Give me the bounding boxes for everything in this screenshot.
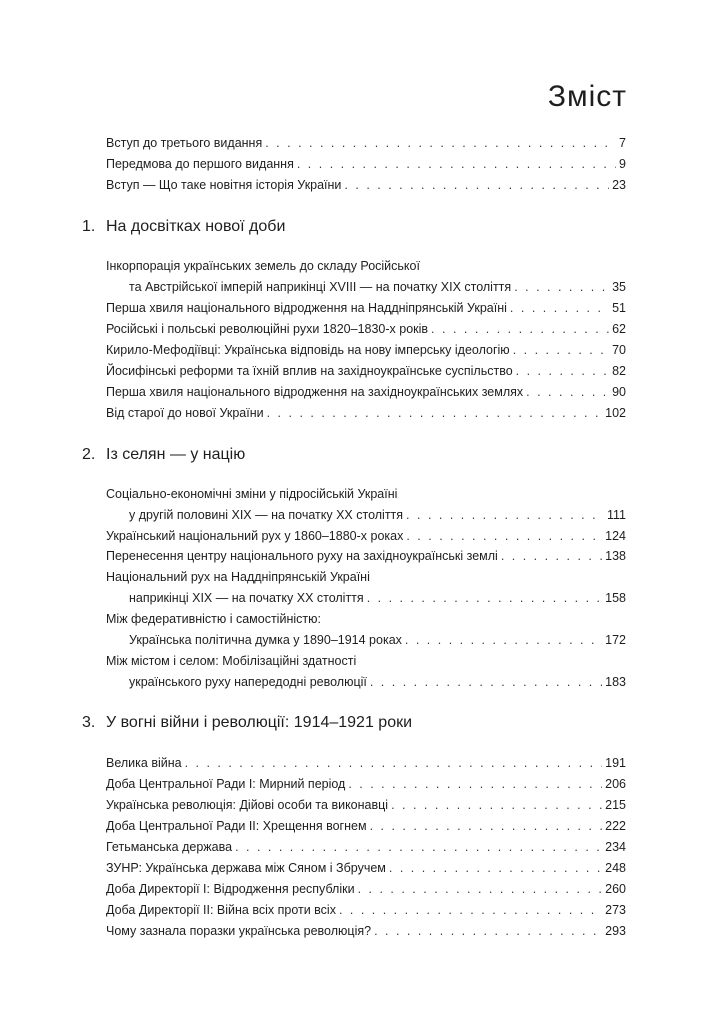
toc-entry-page: 234 xyxy=(605,840,626,854)
toc-entry-line1[interactable]: Інкорпорація українських земель до складу Російської xyxy=(106,259,420,273)
toc-entry-title: українського руху напередодні революції xyxy=(129,675,367,689)
toc-entry-title: Українська політична думка у 1890–1914 роках xyxy=(129,633,402,647)
toc-entry[interactable] xyxy=(106,382,626,402)
page-title: Зміст xyxy=(547,80,627,114)
toc-entry-page: 124 xyxy=(605,529,626,543)
chapter-number: 2. xyxy=(82,446,96,463)
toc-entry-page: 70 xyxy=(612,343,626,357)
toc-entry-page: 90 xyxy=(612,385,626,399)
toc-entry-page: 183 xyxy=(605,675,626,689)
chapter-number: 3. xyxy=(82,714,96,731)
toc-entry-page: 273 xyxy=(605,903,626,917)
leader-dots xyxy=(501,546,602,566)
toc-entry[interactable] xyxy=(106,774,626,794)
toc-entry-title: Доба Директорії I: Відродження республіки xyxy=(106,882,355,896)
toc-entry-title: Перша хвиля національного відродження на Наддніпрянській Україні xyxy=(106,301,507,315)
toc-entry-page: 215 xyxy=(605,798,626,812)
toc-entry-title: Вступ до третього видання xyxy=(106,136,263,150)
toc-entry-title: у другій половині XIX — на початку XX століття xyxy=(129,508,404,522)
toc-entry-title: Доба Центральної Ради II: Хрещення вогнем xyxy=(106,819,367,833)
toc-entry[interactable] xyxy=(129,588,626,608)
leader-dots xyxy=(339,900,602,920)
toc-entry[interactable] xyxy=(106,546,626,566)
toc-entry-title: Гетьманська держава xyxy=(106,840,233,854)
toc-entry[interactable] xyxy=(106,816,626,836)
toc-entry[interactable] xyxy=(106,175,626,195)
leader-dots xyxy=(267,403,603,423)
toc-entry-title: Доба Центральної Ради I: Мирний період xyxy=(106,777,346,791)
toc-entry-page: 51 xyxy=(612,301,626,315)
toc-entry[interactable] xyxy=(106,753,626,773)
leader-dots xyxy=(297,154,616,174)
toc-entry-page: 35 xyxy=(612,280,626,294)
toc-entry-title: Перенесення центру національного руху на західноукраїнські землі xyxy=(106,549,498,563)
toc-entry-line1[interactable]: Між федеративністю і самостійністю: xyxy=(106,612,321,626)
leader-dots xyxy=(367,588,602,608)
toc-entry-title: Йосифінські реформи та їхній вплив на західноукраїнське суспільство xyxy=(106,364,513,378)
leader-dots xyxy=(406,526,602,546)
toc-entry-title: Від старої до нової України xyxy=(106,406,264,420)
toc-entry-title: Передмова до першого видання xyxy=(106,157,294,171)
toc-entry[interactable] xyxy=(106,361,626,381)
toc-entry-line1[interactable]: Соціально-економічні зміни у підросійській Україні xyxy=(106,487,398,501)
toc-entry-line1[interactable]: Між містом і селом: Мобілізаційні здатності xyxy=(106,654,357,668)
toc-entry-title: Вступ — Що таке новітня історія України xyxy=(106,178,342,192)
toc-entry-title: Доба Директорії II: Війна всіх проти всіх xyxy=(106,903,336,917)
toc-entry[interactable] xyxy=(106,154,626,174)
toc-entry[interactable] xyxy=(129,277,626,297)
chapter-heading[interactable] xyxy=(82,446,245,464)
leader-dots xyxy=(513,340,609,360)
toc-entry-title: та Австрійської імперій наприкінці XVIII — на початку XIX століття xyxy=(129,280,512,294)
toc-entry[interactable] xyxy=(106,900,626,920)
leader-dots xyxy=(265,133,616,153)
chapter-title: У вогні війни і революції: 1914–1921 роки xyxy=(106,714,413,731)
toc-entry-page: 138 xyxy=(605,549,626,563)
chapter-number: 1. xyxy=(82,218,96,235)
leader-dots xyxy=(391,795,602,815)
toc-entry-line1[interactable]: Національний рух на Наддніпрянській Україні xyxy=(106,570,370,584)
toc-entry[interactable] xyxy=(129,630,626,650)
leader-dots xyxy=(374,921,602,941)
toc-entry[interactable] xyxy=(106,858,626,878)
leader-dots xyxy=(348,774,602,794)
leader-dots xyxy=(370,672,602,692)
leader-dots xyxy=(358,879,603,899)
toc-entry-page: 260 xyxy=(605,882,626,896)
chapter-title: На досвітках нової доби xyxy=(106,218,286,235)
toc-entry-page: 102 xyxy=(605,406,626,420)
toc-entry-title: Кирило-Мефодіївці: Українська відповідь на нову імперську ідеологію xyxy=(106,343,510,357)
toc-entry[interactable] xyxy=(106,795,626,815)
toc-entry[interactable] xyxy=(106,340,626,360)
leader-dots xyxy=(514,277,609,297)
toc-entry-page: 9 xyxy=(619,157,626,171)
toc-entry-page: 191 xyxy=(605,756,626,770)
toc-entry-page: 222 xyxy=(605,819,626,833)
leader-dots xyxy=(389,858,602,878)
leader-dots xyxy=(526,382,609,402)
toc-entry-page: 111 xyxy=(606,508,626,522)
toc-entry[interactable] xyxy=(106,879,626,899)
toc-entry-page: 23 xyxy=(612,178,626,192)
toc-entry-page: 82 xyxy=(612,364,626,378)
leader-dots xyxy=(431,319,609,339)
leader-dots xyxy=(370,816,603,836)
leader-dots xyxy=(510,298,609,318)
toc-entry[interactable] xyxy=(129,505,626,525)
chapter-title: Із селян — у націю xyxy=(106,446,246,463)
toc-entry-title: Український національний рух у 1860–1880-х роках xyxy=(106,529,404,543)
toc-entry-page: 62 xyxy=(612,322,626,336)
toc-entry-page: 206 xyxy=(605,777,626,791)
toc-entry[interactable] xyxy=(106,837,626,857)
toc-entry-title: Велика війна xyxy=(106,756,182,770)
toc-entry-page: 248 xyxy=(605,861,626,875)
leader-dots xyxy=(185,753,603,773)
toc-entry-page: 172 xyxy=(605,633,626,647)
toc-entry-page: 158 xyxy=(605,591,626,605)
toc-entry[interactable] xyxy=(106,298,626,318)
toc-entry-page: 293 xyxy=(605,924,626,938)
chapter-heading[interactable] xyxy=(82,218,285,236)
toc-entry-title: Російські і польські революційні рухи 1820–1830-х років xyxy=(106,322,429,336)
leader-dots xyxy=(235,837,602,857)
leader-dots xyxy=(516,361,609,381)
toc-entry[interactable] xyxy=(106,921,626,941)
toc-entry[interactable] xyxy=(106,133,626,153)
toc-entry-page: 7 xyxy=(619,136,626,150)
toc-entry[interactable] xyxy=(129,672,626,692)
leader-dots xyxy=(406,505,604,525)
toc-entry[interactable] xyxy=(106,319,626,339)
toc-entry[interactable] xyxy=(106,403,626,423)
toc-entry-title: Українська революція: Дійові особи та виконавці xyxy=(106,798,389,812)
leader-dots xyxy=(405,630,602,650)
chapter-heading[interactable] xyxy=(82,714,412,732)
toc-entry[interactable] xyxy=(106,526,626,546)
leader-dots xyxy=(344,175,609,195)
toc-entry-title: Чому зазнала поразки українська революція? xyxy=(106,924,372,938)
toc-entry-title: наприкінці XIX — на початку XX століття xyxy=(129,591,364,605)
toc-entry-title: Перша хвиля національного відродження на західноукраїнських землях xyxy=(106,385,524,399)
toc-entry-title: ЗУНР: Українська держава між Сяном і Збручем xyxy=(106,861,386,875)
